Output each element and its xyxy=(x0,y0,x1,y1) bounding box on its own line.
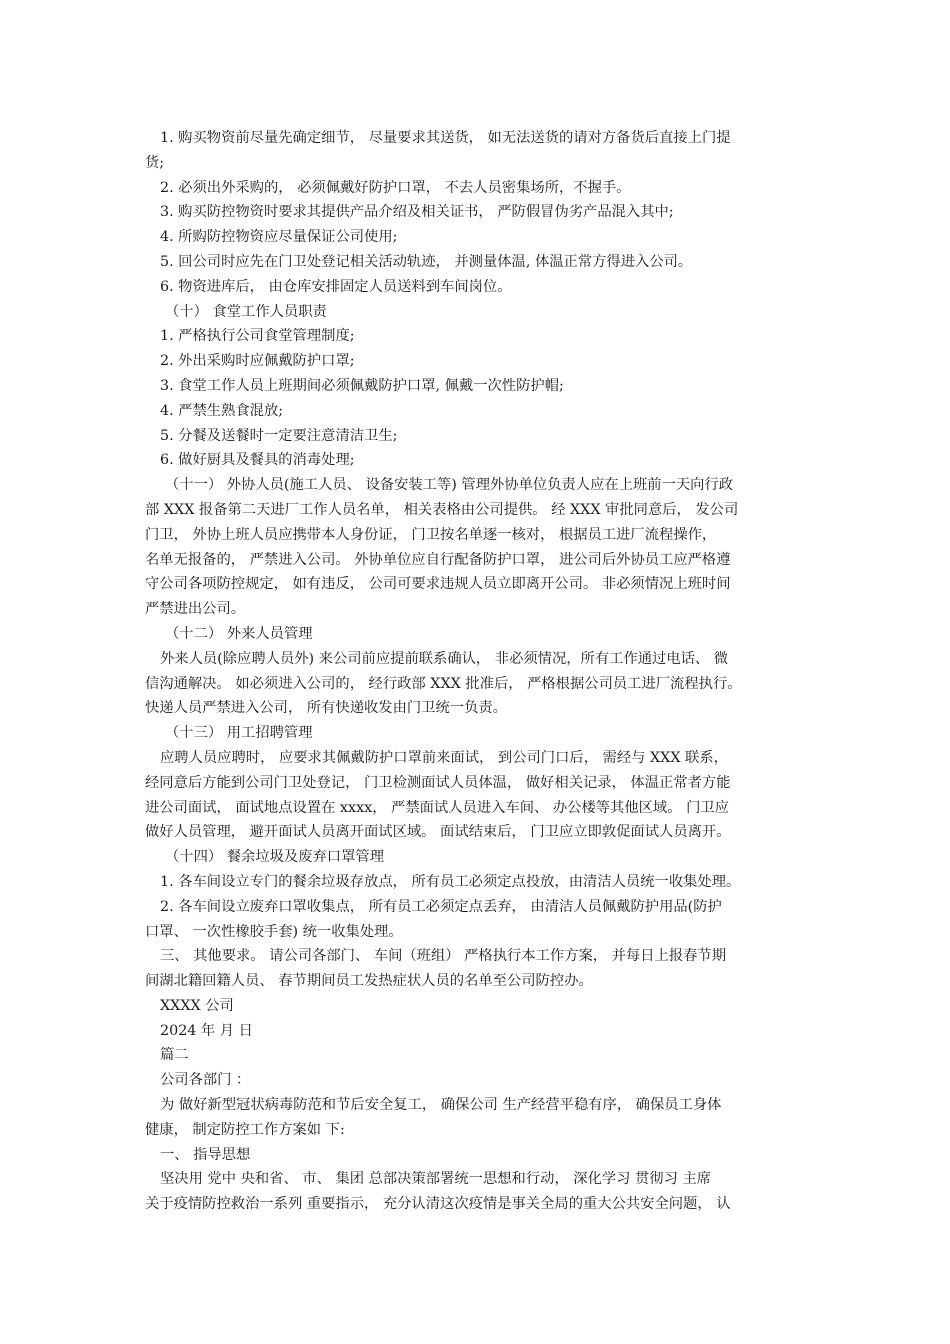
text-line: 坚决用 党中 央和省、 市、 集团 总部决策部署统一思想和行动， 深化学习 贯彻习 主席 xyxy=(160,1171,712,1188)
text-line: 5. 分餐及送餐时一定要注意清洁卫生; xyxy=(160,427,398,444)
text-line: 3. 食堂工作人员上班期间必须佩戴防护口罩, 佩戴一次性防护帽; xyxy=(160,377,564,394)
text-line: 2. 必须出外采购的， 必须佩戴好防护口罩， 不去人员密集场所，不握手。 xyxy=(160,179,631,196)
text-line: 2. 各车间设立废弃口罩收集点， 所有员工必须定点丢弃， 由清洁人员佩戴防护用品(防护 xyxy=(160,898,722,915)
text-line: 篇二 xyxy=(160,1047,189,1064)
text-line: 口罩、 一次性橡胶手套) 统一收集处理。 xyxy=(145,923,403,940)
text-line: 名单无报备的， 严禁进入公司。 外协单位应自行配备防护口罩， 进公司后外协员工应严格遵 xyxy=(145,551,731,568)
text-line: 门卫， 外协上班人员应携带本人身份证， 门卫按名单逐一核对， 根据员工进厂流程操作， xyxy=(145,526,717,543)
text-line: 2024 年 月 日 xyxy=(160,1022,253,1039)
text-line: 公司各部门 ： xyxy=(160,1072,251,1089)
text-line: 关于疫情防控救治一系列 重要指示， 充分认清这次疫情是事关全局的重大公共安全问题， 认 xyxy=(145,1196,731,1213)
text-line: 信沟通解决。 如必须进入公司的， 经行政部 XXX 批准后， 严格根据公司员工进厂流程执行。 xyxy=(145,675,742,692)
text-line: 经同意后方能到公司门卫处登记， 门卫检测面试人员体温， 做好相关记录， 体温正常者方能 xyxy=(145,774,731,791)
text-line: 1. 购买物资前尽量先确定细节， 尽量要求其送货， 如无法送货的请对方备货后直接上门提 xyxy=(160,130,731,146)
text-line: 外来人员(除应聘人员外) 来公司前应提前联系确认， 非必须情况，所有工作通过电话、 微 xyxy=(160,650,729,667)
text-line: 6. 做好厨具及餐具的消毒处理; xyxy=(160,452,355,469)
text-line: XXXX 公司 xyxy=(160,997,234,1014)
text-line: 进公司面试， 面试地点设置在 xxxx， 严禁面试人员进入车间、 办公楼等其他区域。 门卫应 xyxy=(145,799,729,816)
text-line: 5. 回公司时应先在门卫处登记相关活动轨迹， 并测量体温, 体温正常方得进入公司。 xyxy=(160,253,693,270)
text-line: 三、 其他要求。 请公司各部门、 车间（班组） 严格执行本工作方案， 并每日上报春节期 xyxy=(160,948,726,965)
text-line: 6. 物资进库后， 由仓库安排固定人员送料到车间岗位。 xyxy=(160,278,512,295)
text-line: 4. 严禁生熟食混放; xyxy=(160,402,284,419)
text-line: 货; xyxy=(145,154,165,171)
text-line: 1. 各车间设立专门的餐余垃圾存放点， 所有员工必须定点投放，由清洁人员统一收集处理。 xyxy=(160,873,741,890)
text-line: 做好人员管理， 避开面试人员离开面试区域。 面试结束后， 门卫应立即敦促面试人员离开。 xyxy=(145,824,731,841)
section-heading: （十四） 餐余垃圾及废弃口罩管理 xyxy=(165,849,384,866)
text-line: 间湖北籍回籍人员、 春节期间员工发热症状人员的名单至公司防控办。 xyxy=(145,973,593,990)
text-line: 4. 所购防控物资应尽量保证公司使用; xyxy=(160,229,398,246)
text-line: 一、 指导思想 xyxy=(160,1146,251,1163)
text-line: 2. 外出采购时应佩戴防护口罩; xyxy=(160,353,355,370)
text-line: 健康， 制定防控工作方案如 下: xyxy=(145,1121,345,1138)
text-line: 部 XXX 报备第二天进厂工作人员名单， 相关表格由公司提供。 经 XXX 审批同意后， 发公司 xyxy=(145,501,739,518)
text-line: 严禁进出公司。 xyxy=(145,601,246,618)
section-heading: （十） 食堂工作人员职责 xyxy=(165,303,327,320)
text-line: 3. 购买防控物资时要求其提供产品介绍及相关证书， 严防假冒伪劣产品混入其中; xyxy=(160,204,674,221)
text-line: 守公司各项防控规定， 如有违反， 公司可要求违规人员立即离开公司。 非必须情况上班时间 xyxy=(145,576,731,593)
text-line: 快递人员严禁进入公司， 所有快递收发由门卫统一负责。 xyxy=(145,700,507,717)
text-line: 应聘人员应聘时， 应要求其佩戴防护口罩前来面试， 到公司门口后， 需经与 XXX 联系， xyxy=(160,749,728,766)
section-heading: （十一） 外协人员(施工人员、 设备安装工等) 管理外协单位负责人应在上班前一天向行政 xyxy=(165,477,734,494)
text-line: 为 做好新型冠状病毒防范和节后安全复工， 确保公司 生产经营平稳有序， 确保员工身体 xyxy=(160,1097,722,1114)
section-heading: （十二） 外来人员管理 xyxy=(165,625,313,642)
section-heading: （十三） 用工招聘管理 xyxy=(165,725,313,742)
text-line: 1. 严格执行公司食堂管理制度; xyxy=(160,328,355,345)
